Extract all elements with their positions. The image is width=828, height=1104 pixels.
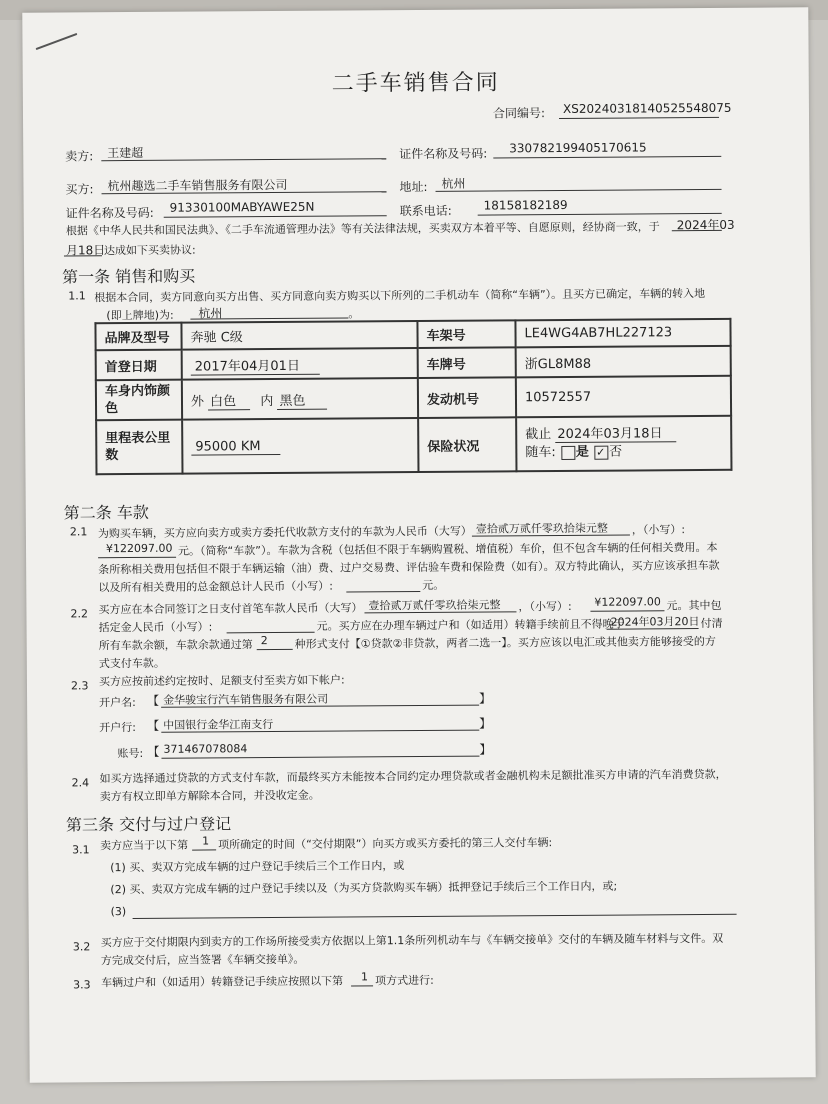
table-row (96, 346, 731, 380)
clause-1-1-line2: (即上牌地)为: (106, 308, 174, 323)
clause-3-1-line1a: 卖方应当于以下第 (100, 838, 189, 853)
buyer-id-line (164, 215, 387, 218)
insurance-with-car: 随车: (525, 445, 556, 461)
color-label (96, 380, 182, 421)
buyer-name: 杭州趣选二手车销售服务有限公司 (107, 177, 288, 194)
clause-2-2-line2b: 元。买方应在办理车辆过户和（如适用）转籍手续前且不得晚于 (316, 617, 625, 633)
seller-label: 卖方: (65, 149, 94, 164)
interior-color: 黑色 (277, 393, 327, 409)
clause-2-2-deadline: 2024年03月20日 (610, 615, 700, 629)
clause-2-1-amount-lower: ¥122097.00 (105, 541, 173, 556)
clause-3-1-choice-line (192, 849, 216, 850)
preamble-date-b: 月18日 (65, 243, 106, 258)
clause-2-2-amount-upper: 壹拾贰万贰仟零玖拾柒元整 (368, 598, 501, 613)
exterior-color: 白色 (208, 394, 250, 410)
account-name: 金华骏宝行汽车销售服务有限公司 (163, 692, 329, 707)
clause-2-4-line2: 卖方有权立即单方解除本合同，并没收定金。 (99, 788, 320, 804)
buyer-id: 91330100MABYAWE25N (169, 199, 315, 215)
preamble-date-a: 2024年03 (676, 217, 735, 233)
account-no-bracket-open: 【 (147, 744, 160, 759)
clause-1-1-number: 1.1 (68, 289, 86, 303)
clause-2-1-line4: 以及所有相关费用的总金额总计人民币（小写）: (98, 579, 334, 595)
reg-date-value (182, 348, 418, 380)
clause-2-1-amount-upper: 壹拾贰万贰仟零玖拾柒元整 (475, 521, 608, 536)
insurance-value (516, 416, 731, 471)
reg-date-label: 首登日期 (96, 350, 182, 381)
article2-title: 第二条 车款 (63, 502, 149, 523)
clause-3-1-option1: (1) 买、卖双方完成车辆的过户登记手续后三个工作日内，或 (110, 859, 405, 875)
clause-2-1-line1b: ，（小写）: (631, 523, 686, 537)
clause-3-3-line1b: 项方式进行: (374, 973, 434, 988)
contract-no-label: 合同编号: (492, 106, 546, 121)
phone-label: 联系电话: (399, 203, 452, 219)
clause-2-1-number: 2.1 (69, 525, 88, 539)
clause-3-3-choice-line (351, 985, 373, 986)
color-label-b: 色 (104, 401, 119, 417)
clause-2-1-line2: 元。（简称“车款”）。车款为含税（包括但不限于车辆购置税、增值税）车价，但不包含车辆的任何相关费用。本 (177, 540, 718, 558)
clause-2-2-line2c: 付清 (700, 616, 723, 631)
clause-2-2-number: 2.2 (70, 607, 89, 621)
exterior-prefix: 外 (190, 393, 205, 410)
seller-id-label: 证件名称及号码: (399, 146, 488, 162)
preamble-line2: 达成如下买卖协议: (103, 243, 196, 258)
vin-value: LE4WG4AB7HL227123 (515, 319, 730, 348)
clause-2-2-line2a: 括定金人民币（小写）: (98, 620, 213, 635)
contract-paper (22, 7, 815, 1082)
mileage-text: 95000 KM (191, 438, 280, 455)
clause-2-4-number: 2.4 (71, 776, 90, 790)
clause-3-1-option3-line (133, 914, 737, 919)
address: 杭州 (441, 176, 466, 191)
buyer-label: 买方: (65, 182, 94, 197)
interior-prefix: 内 (260, 393, 274, 409)
city-period: 。 (348, 307, 360, 321)
clause-3-3-number: 3.3 (73, 978, 91, 992)
clause-2-2-line1a: 买方应在本合同签订之日支付首笔车款人民币（大写） (98, 601, 363, 617)
clause-2-2-deadline-line (607, 628, 699, 630)
plate-value: 浙GL8M88 (516, 346, 731, 378)
insurance-until: 2024年03月18日 (555, 426, 676, 443)
clause-3-1-option2: (2) 买、卖双方完成车辆的过户登记手续以及（为买方贷款购买车辆）抵押登记手续后三个工作日内，或; (110, 879, 618, 897)
article1-title: 第一条 销售和购买 (62, 266, 196, 287)
clause-2-1-line3: 条所称相关费用包括但不限于车辆运输（油）费、过户交易费、评估验车费和保险费（如有）。双方特此确认，买方应该承担车款 (98, 558, 720, 577)
city-line (190, 317, 348, 319)
account-no-bracket-close: 】 (479, 742, 492, 757)
pen-mark (36, 33, 78, 50)
clause-2-2-deposit-line (227, 632, 315, 634)
account-name-bracket-close: 】 (479, 691, 492, 706)
brand-label: 品牌及型号 (95, 323, 181, 351)
clause-2-1-line1a: 为购买车辆，买方应向卖方或卖方委托代收款方支付的车款为人民币（大写） (97, 524, 472, 541)
buyer-id-label: 证件名称及号码: (65, 205, 154, 221)
contract-no: XS20240318140525548075 (562, 100, 732, 116)
clause-2-3-line1: 买方应按前述约定按时、足额支付至卖方如下帐户: (98, 673, 345, 689)
clause-3-3-line1a: 车辆过户和（如适用）转籍登记手续应按照以下第 (101, 974, 344, 990)
yes-label: 是 (575, 444, 589, 460)
clause-3-1-number: 3.1 (72, 843, 90, 857)
clause-2-2-method: 2 (260, 634, 268, 648)
clause-2-3-number: 2.3 (70, 679, 89, 693)
bank-name: 中国银行金华江南支行 (163, 718, 274, 732)
clause-2-2-amount-lower: ¥122097.00 (594, 595, 661, 609)
seller-id: 330782199405170615 (509, 140, 647, 156)
table-row (96, 376, 731, 420)
seller-line (101, 158, 386, 161)
mileage-label-b: 数 (105, 448, 119, 464)
clause-2-2-lower-line (590, 610, 664, 612)
mileage-label (96, 420, 182, 475)
insurance-label: 保险状况 (418, 417, 516, 472)
account-name-bracket-open: 【 (147, 693, 160, 708)
preamble-line1: 根据《中华人民共和国民法典》、《二手车流通管理办法》等有关法律法规，买卖双方本着平等、自愿原则，经协商一致，于 (65, 220, 660, 238)
address-line (436, 189, 722, 192)
article3-title: 第三条 交付与过户登记 (65, 814, 232, 835)
clause-3-2-number: 3.2 (72, 940, 91, 954)
engine-value: 10572557 (516, 376, 731, 418)
bank-bracket-open: 【 (147, 718, 160, 733)
bank-label: 开户行: (99, 720, 137, 735)
seller-id-line (493, 156, 721, 159)
clause-2-4-line1: 如买方选择通过贷款的方式支付车款，而最终买方未能按本合同约定办理贷款或者金融机构未足额批准买方申请的汽车消费贷款， (99, 767, 727, 786)
contract-title: 二手车销售合同 (331, 70, 500, 97)
clause-3-2-line1: 买方应于交付期限内到卖方的工作场所接受卖方依据以上第1.1条所列机动车与《车辆交接单》交付的车辆及随车材料与文件。双 (100, 931, 724, 950)
clause-2-1-lower-line (98, 557, 176, 559)
account-no-line (161, 756, 479, 759)
clause-3-1-choice: 1 (202, 834, 210, 848)
address-label: 地址: (399, 179, 428, 195)
table-row (96, 416, 731, 474)
clause-3-1-option3: (3) (110, 905, 127, 919)
clause-2-2-method-line (257, 649, 293, 650)
phone: 18158182189 (483, 197, 568, 213)
vehicle-table (94, 318, 732, 475)
clause-3-3-choice: 1 (360, 970, 369, 984)
clause-2-1-upper-line (472, 535, 630, 537)
reg-date-text: 2017年04月01日 (191, 358, 320, 375)
clause-2-2-line4: 式支付车款。 (98, 656, 165, 671)
color-value (182, 378, 418, 420)
clause-3-2-line2: 方完成交付后，应当签署《车辆交接单》。 (100, 952, 305, 968)
clause-2-2-line3a: 所有车款余额，车款余款通过第 (98, 638, 253, 653)
color-label-a: 车身内饰颜 (104, 383, 170, 400)
contract-no-line (559, 117, 719, 119)
insurance-until-label: 截止 (525, 427, 552, 443)
account-name-label: 开户名: (99, 695, 136, 710)
account-no: 371467078084 (163, 742, 248, 756)
clause-3-1-line1b: 项所确定的时间（“交付期限”）向买方或买方委托的第三人交付车辆: (218, 836, 553, 852)
no-checkbox[interactable] (594, 445, 608, 459)
seller-name: 王建超 (107, 145, 144, 161)
vin-label: 车架号 (417, 320, 515, 348)
clause-2-1-total-line (346, 591, 420, 593)
no-label: 否 (608, 444, 623, 460)
engine-label: 发动机号 (418, 377, 516, 418)
bank-bracket-close: 】 (479, 716, 492, 731)
clause-2-2-line1c: 元。其中包 (666, 598, 722, 613)
brand-value: 奔驰 C级 (181, 321, 417, 350)
plate-label: 车牌号 (418, 347, 516, 378)
mileage-label-a: 里程表公里 (105, 430, 171, 447)
yes-checkbox[interactable] (561, 445, 575, 459)
clause-2-2-upper-line (364, 611, 516, 613)
clause-2-1-line4b: 元。 (422, 578, 445, 592)
account-no-label: 账号: (117, 746, 144, 761)
clause-2-2-line3b: 种形式支付【①贷款②非贷款，两者二选一】。买方应该以电汇或其他卖方能够接受的方 (294, 634, 716, 651)
mileage-value (182, 418, 418, 474)
clause-1-1-city: 杭州 (198, 306, 223, 321)
clause-2-2-line1b: ，（小写）: (518, 599, 572, 614)
clause-1-1-line1: 根据本合同，卖方同意向买方出售、买方同意向卖方购买以下所列的二手机动车（简称“车辆”）。且买方已确定，车辆的转入地 (94, 286, 706, 305)
